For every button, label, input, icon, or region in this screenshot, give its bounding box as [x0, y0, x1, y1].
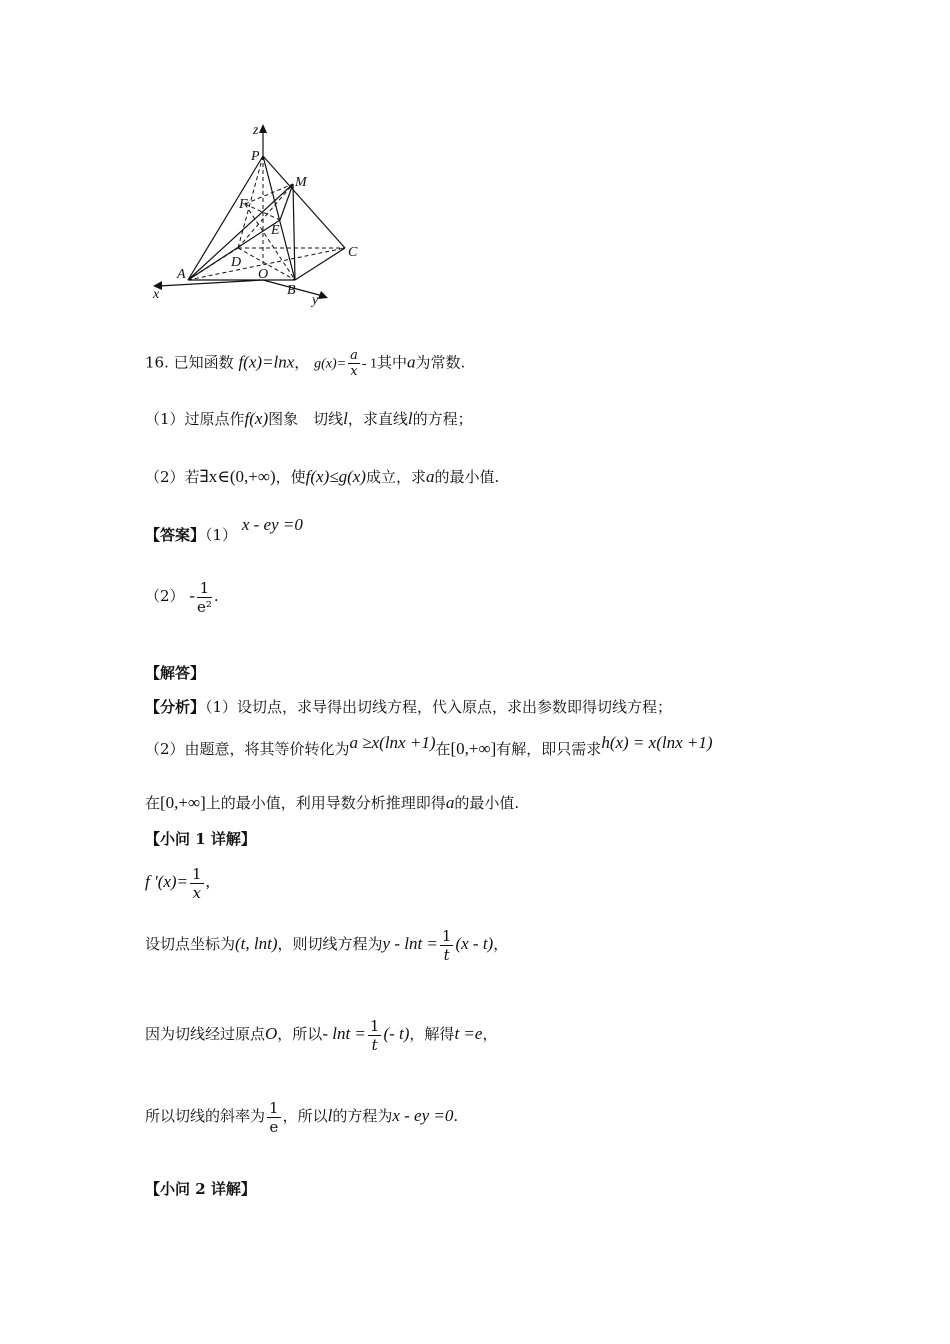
part1-text-mid2: ，求直线 [347, 410, 408, 428]
part1-fx: f(x) [244, 409, 269, 428]
slope-end: . [453, 1107, 459, 1125]
part1-label: （1）过原点作 [145, 410, 245, 428]
deriv-fraction [190, 865, 204, 902]
answer-part2-end: . [213, 587, 219, 605]
tangent-point: (t, lnt) [235, 934, 278, 953]
answer-part1-label: （1） [205, 526, 238, 544]
analysis-expr-2: h(x) = x(lnx +1) [601, 733, 713, 752]
analysis-line3-mid: 上的最小值，利用导数分析推理即得 [205, 794, 446, 812]
x-axis [159, 280, 263, 286]
detail-2-header: 【小问 2 详解】 [145, 1180, 256, 1198]
part2-inequality: f(x)≤g(x) [305, 467, 366, 486]
tangent-mid: ，则切线方程为 [277, 935, 383, 953]
answer-part2-label: （2） [145, 587, 185, 605]
deriv-end: , [205, 872, 210, 891]
origin-start: 因为切线经过原点 [145, 1025, 266, 1043]
label-M: M [295, 175, 307, 190]
origin-den: t [371, 1035, 378, 1054]
edge-PA [188, 156, 263, 280]
answer-part2-fraction [197, 579, 212, 616]
detail-1-header: 【小问 1 详解】 [145, 830, 256, 848]
part2-text-mid: ，使 [275, 468, 306, 486]
part2-text-mid2: 成立，求 [365, 468, 426, 486]
label-x: x [153, 287, 160, 302]
derivative-line [145, 862, 210, 902]
label-E: E [271, 223, 280, 238]
label-O: O [258, 267, 269, 282]
a-symbol: a [407, 352, 416, 372]
label-P: P [251, 149, 260, 164]
part1-text-end: 的方程； [412, 410, 473, 428]
label-C: C [348, 245, 358, 260]
tangent-start: 设切点坐标为 [145, 935, 236, 953]
analysis-line3-start: 在 [145, 794, 161, 812]
part-1-question [145, 408, 473, 430]
answer-line-2 [145, 578, 219, 616]
comma: ， [294, 353, 310, 372]
g-den: x [350, 364, 358, 379]
answer-label: 【答案】 [145, 526, 206, 544]
pyramid-diagram [145, 118, 365, 313]
g-lhs: g(x)= [314, 356, 347, 372]
answer-part1-expr: x - ey =0 [241, 515, 303, 534]
origin-rhs: (- t) [383, 1024, 410, 1043]
slope-equation: x - ey =0 [392, 1106, 454, 1125]
slope-mid2: 的方程为 [332, 1107, 393, 1125]
answer-part2-den: e² [197, 597, 212, 616]
deriv-lhs: f ′(x)= [145, 872, 189, 891]
answer-part2-num: 1 [197, 579, 212, 598]
tangent-num: 1 [441, 926, 452, 945]
label-F: F [239, 197, 248, 212]
analysis-expr-1: a ≥x(lnx +1) [349, 733, 436, 752]
slope-start: 所以切线的斜率为 [145, 1107, 266, 1125]
slope-mid: ，所以 [282, 1107, 328, 1125]
slope-fraction [267, 1099, 281, 1136]
part1-l1: l [343, 409, 348, 428]
part2-exists: ∃x∈(0,+∞) [199, 467, 276, 486]
edge-FB [245, 204, 295, 280]
question-16 [145, 348, 465, 379]
analysis-line-3 [145, 792, 519, 814]
z-arrow [259, 124, 267, 133]
const-text: 为常数. [415, 353, 466, 372]
slope-num: 1 [269, 1098, 279, 1117]
deriv-den: x [192, 883, 202, 902]
slope-l: l [327, 1106, 333, 1125]
analysis-line2-start: （2）由题意，将其等价转化为 [145, 740, 350, 758]
analysis-line3-a: a [445, 793, 455, 812]
part2-a: a [425, 467, 435, 486]
deriv-num: 1 [192, 864, 202, 883]
part1-text-mid: 图象 切线 [268, 410, 344, 428]
g-rest: - 1 [361, 356, 378, 372]
label-A: A [177, 267, 186, 282]
tangent-fraction [440, 927, 454, 964]
analysis-interval-1: [0,+∞] [450, 739, 497, 758]
answer-part2-sign: - [189, 586, 195, 605]
question-number: 16. [145, 353, 169, 372]
origin-mid: ，所以 [277, 1025, 323, 1043]
origin-solution: t =e [454, 1024, 483, 1043]
origin-end: ， [482, 1025, 498, 1043]
slope-line [145, 1096, 458, 1136]
analysis-label: 【分析】 [145, 698, 206, 716]
analysis-line-1 [145, 696, 672, 718]
g-num: a [350, 348, 358, 363]
tangent-end: ， [493, 935, 509, 953]
analysis-line2-mid2: 有解，即只需求 [496, 740, 602, 758]
label-z: z [253, 123, 259, 138]
question-intro: 已知函数 [173, 353, 234, 372]
tangent-rhs: (x - t) [455, 934, 494, 953]
origin-mid2: ，解得 [409, 1025, 455, 1043]
part-2-question [145, 466, 499, 488]
solution-header: 【解答】 [145, 664, 206, 682]
y-arrow [318, 291, 328, 299]
tangent-lhs: y - lnt = [382, 934, 438, 953]
edge-FM [245, 184, 293, 204]
f-definition: f(x)=lnx [238, 352, 295, 372]
origin-num: 1 [369, 1016, 380, 1035]
analysis-line2-mid1: 在 [435, 740, 451, 758]
analysis-text-1: （1）设切点，求导得出切线方程，代入原点，求出参数即得切线方程； [205, 698, 673, 716]
edge-MB [293, 184, 295, 280]
part1-l2: l [407, 409, 413, 428]
tangent-den: t [443, 945, 450, 964]
origin-line [145, 1014, 497, 1054]
analysis-line3-end: 的最小值. [454, 794, 520, 812]
origin-O: O [265, 1024, 278, 1043]
origin-lhs: - lnt = [322, 1024, 366, 1043]
g-fraction [348, 348, 360, 379]
slope-den: e [269, 1117, 279, 1136]
part2-text-end: 的最小值. [434, 468, 500, 486]
label-B: B [287, 283, 296, 298]
label-y: y [312, 293, 319, 308]
analysis-line-2 [145, 733, 713, 760]
part2-label: （2）若 [145, 468, 200, 486]
answer-line-1 [145, 515, 303, 546]
analysis-interval-2: [0,+∞] [160, 793, 206, 812]
where-text: 其中 [377, 353, 408, 372]
tangent-line [145, 924, 508, 964]
label-D: D [231, 255, 242, 270]
origin-fraction [368, 1017, 382, 1054]
